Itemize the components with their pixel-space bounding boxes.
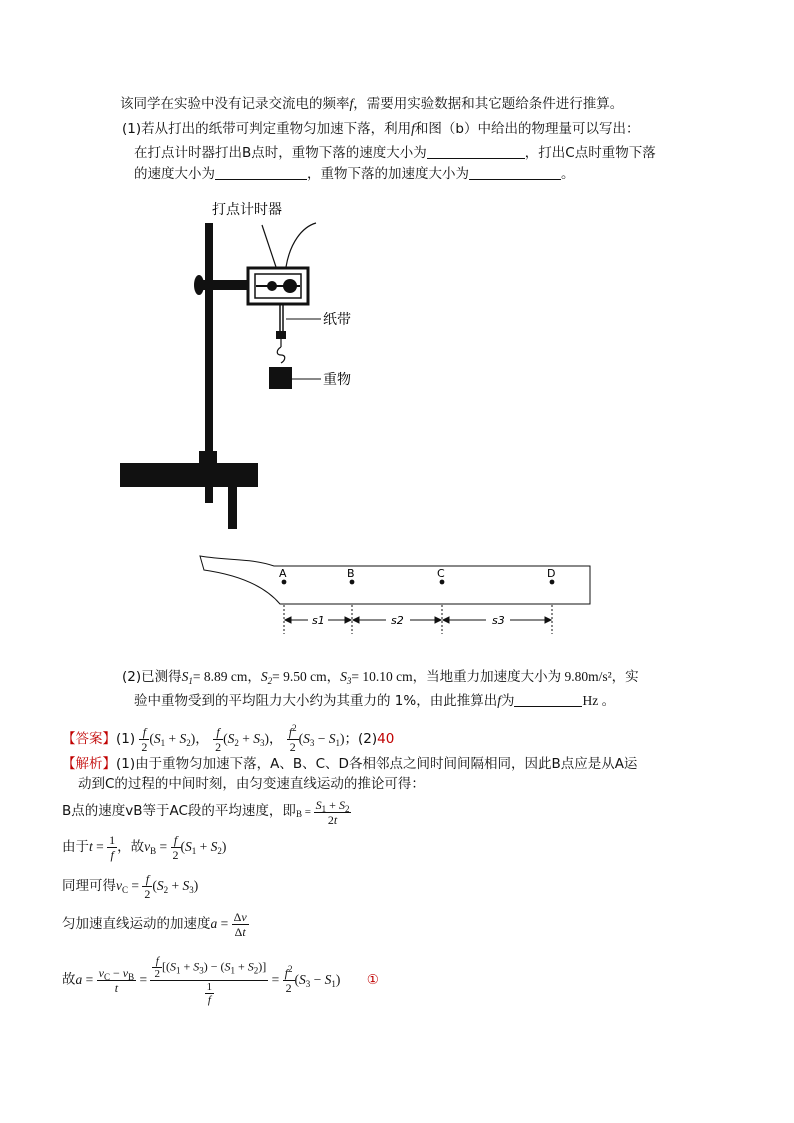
apparatus-figure <box>110 195 390 535</box>
timer-wire <box>286 223 316 267</box>
answer-label: 【答案】 <box>62 731 116 747</box>
q1-line3 <box>134 164 575 184</box>
analysis-line1 <box>62 754 637 774</box>
tape-clip <box>276 331 286 339</box>
tape-label: 纸带 <box>323 312 351 328</box>
q1-text: 和图（b）中给出的物理量可以写出： <box>414 121 640 137</box>
q1-text: 。 <box>561 166 575 182</box>
point-b <box>350 580 355 585</box>
answer-sep: ， <box>268 731 283 747</box>
analysis-text: (1)由于重物匀加速下落，A、B、C、D各相邻点之间时间间隔相同，因此B点应是从A运 <box>116 756 638 772</box>
s3-value: = 10.10 cm，当地重力加速度大小为 9.80m/s²，实 <box>351 669 639 684</box>
tape-outline <box>200 556 590 604</box>
point-c <box>440 580 445 585</box>
q1-line2 <box>134 143 656 163</box>
clamp-arm <box>200 280 248 290</box>
s1-value: = 8.89 cm， <box>192 669 261 684</box>
timer-leader-line <box>262 225 276 267</box>
weight-label: 重物 <box>323 372 351 388</box>
analysis-text: 动到C的过程的中间时刻，由匀变速直线运动的推论可得： <box>78 776 425 792</box>
dimension-arrows <box>285 617 551 623</box>
timer-label: 打点计时器 <box>212 202 282 218</box>
segment-s1-label: s1 <box>312 614 325 627</box>
table-top <box>120 463 258 487</box>
segment-s2-label: s2 <box>391 614 404 627</box>
analysis-line5: 同理可得$v_C$ = $\frac{f}{2}$ $(S_2 + S_3)$ <box>62 872 199 902</box>
answer-sep: ， <box>195 731 209 747</box>
analysis-line4: 由于t = $\frac{1}{f}$ ，故$v_B$ = $\frac{f}{2}$ $(S_1 + S_2)$ <box>62 833 227 863</box>
analysis-text: 故 <box>62 971 76 988</box>
equation-marker: ① <box>366 971 379 988</box>
intro-text-2: ，需要用实验数据和其它题给条件进行推算。 <box>353 96 624 112</box>
analysis-text: 同理可得 <box>62 878 116 894</box>
hook-icon <box>277 347 285 363</box>
q2-line1: (2)已测得$S_1= 8.89$ cm，$S_2= 9.50$ cm，$S_3= 10.10$ cm，当地重力加速度大小为 9.80m/s²，实 <box>122 669 639 686</box>
intro-line <box>120 94 623 114</box>
analysis-label: 【解析】 <box>62 756 116 772</box>
tape-figure <box>190 548 600 640</box>
stand-foot <box>199 451 217 463</box>
var-f: f <box>411 121 415 136</box>
weight-block <box>269 367 292 389</box>
point-d <box>550 580 555 585</box>
q1-line1 <box>122 119 639 139</box>
q2-text: 为 <box>500 693 515 709</box>
answer-blank-a[interactable] <box>469 165 561 180</box>
intro-text: 该同学在实验中没有记录交流电的频率 <box>120 96 350 112</box>
q1-text: ，重物下落的加速度大小为 <box>307 166 469 182</box>
answer-blank-vc[interactable] <box>215 165 307 180</box>
answer-blank-vb[interactable] <box>427 144 525 159</box>
analysis-line6: 匀加速直线运动的加速度a = $\frac{\Delta v}{\Delta t}$ <box>62 910 247 940</box>
analysis-text: ，故 <box>117 839 145 855</box>
q2-text: 验中重物受到的平均阻力大小约为其重力的 1%，由此推算出 <box>134 693 498 709</box>
timer-disc-small <box>267 281 277 291</box>
q2-text: (2)已测得 <box>122 669 182 685</box>
q2-line2 <box>134 691 615 711</box>
q2-unit: Hz 。 <box>582 693 616 708</box>
q1-text: (1)若从打出的纸带可判定重物匀加速下落，利用 <box>122 121 412 137</box>
table-leg <box>228 483 237 529</box>
point-a <box>282 580 287 585</box>
analysis-text: 匀加速直线运动的加速度 <box>62 916 211 932</box>
answer-part1: (1) <box>116 731 136 747</box>
s2-value: = 9.50 cm， <box>272 669 341 684</box>
analysis-line7: 故a = $\frac{v_C - v_B}{t}$ = $\frac{f}{2}$ $[(S_1 + S_3) - (S_1 + S_2)]$ $\frac{1}{f}$ = $\frac{f^2}{2}$ $(S_3 - S_1)$ ① <box>62 955 379 1006</box>
answer-blank-f[interactable] <box>514 692 582 707</box>
point-a-label: A <box>279 567 287 580</box>
point-b-label: B <box>347 567 355 580</box>
q1-text: 的速度大小为 <box>134 166 215 182</box>
analysis-line2 <box>78 774 425 794</box>
answer-line: 【答案】(1) $\frac{f}{2}$ $(S_1 + S_2)$， $\frac{f}{2}$ $(S_2 + S_3)$， $\frac{f^2}{2}$ $(S_3 - S_1)$；(2)40 <box>62 723 395 755</box>
var-f: f <box>497 693 501 708</box>
analysis-text: 由于 <box>62 839 89 855</box>
point-c-label: C <box>437 567 445 580</box>
q1-text: ，打出C点时重物下落 <box>524 145 656 161</box>
q1-text: 在打点计时器打出B点时，重物下落的速度大小为 <box>134 145 427 161</box>
analysis-line3: B点的速度vB等于AC段的平均速度，即$_B$ = $\frac{S_1 + S_2}{2t}$ <box>62 797 350 827</box>
analysis-text: B点的速度vB等于AC段的平均速度，即 <box>62 803 296 819</box>
answer-value: 40 <box>377 731 395 747</box>
point-d-label: D <box>547 567 556 580</box>
answer-part2: ；(2) <box>344 731 378 747</box>
segment-s3-label: s3 <box>492 614 505 627</box>
timer-disc-large <box>283 279 297 293</box>
var-f: f <box>349 96 354 111</box>
